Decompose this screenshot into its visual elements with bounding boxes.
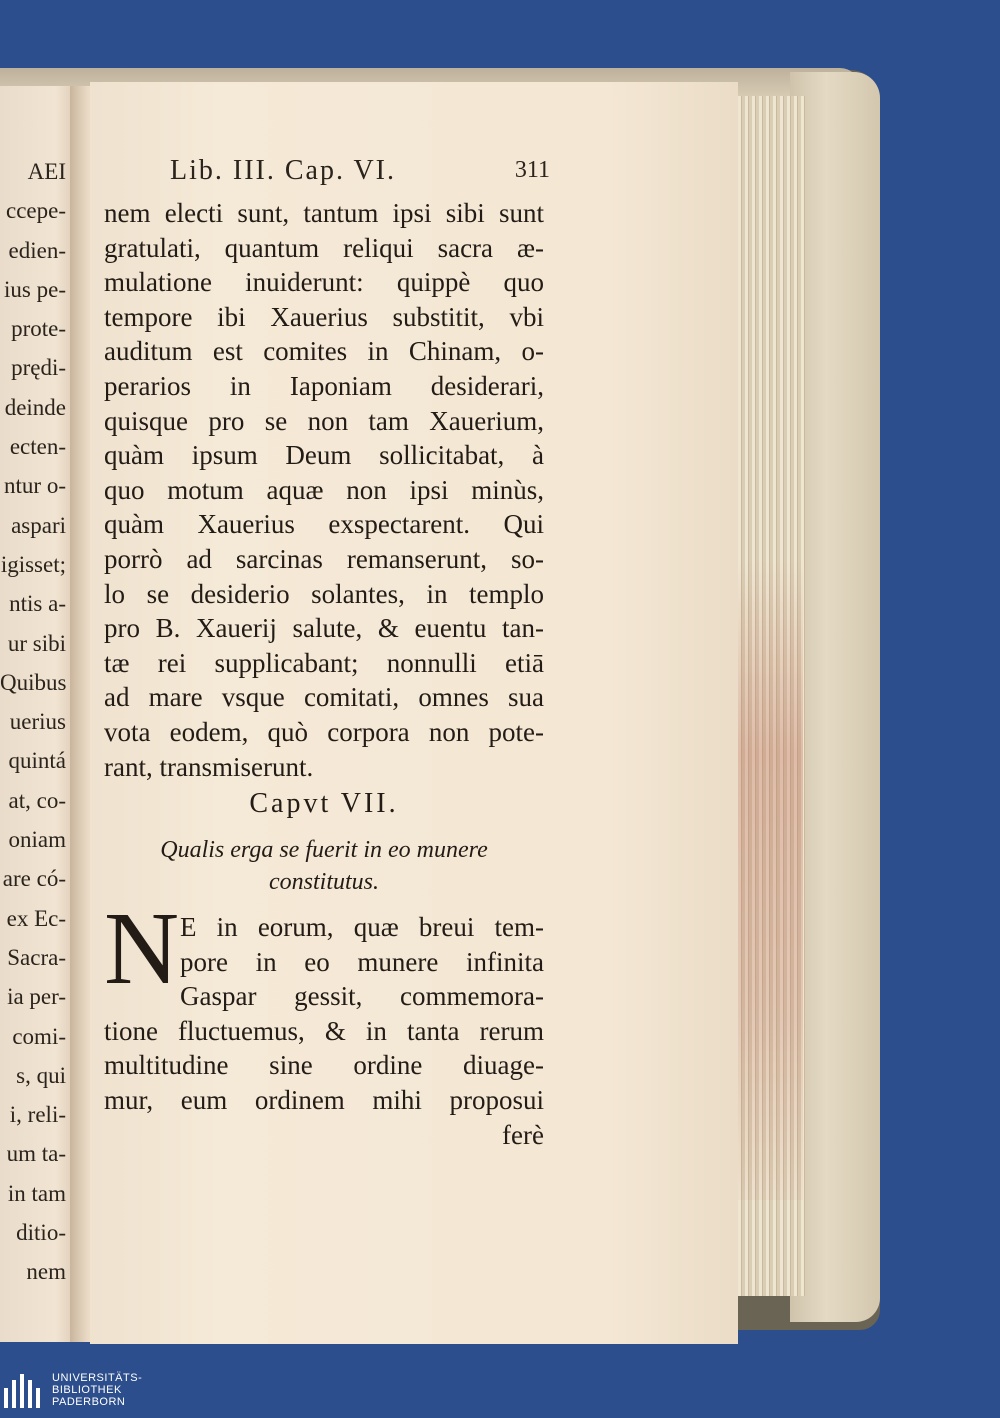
left-page-fragment: edien-: [8, 237, 66, 263]
text-line: lo se desiderio solantes, in templo: [104, 578, 544, 609]
left-page-fragment: ditio-: [16, 1220, 66, 1246]
left-page-fragment: ntur o-: [4, 473, 66, 499]
text-line: quàm ipsum Deum sollicitabat, à: [104, 440, 544, 471]
left-page-fragment: nem: [26, 1259, 66, 1285]
left-page-fragment: igisset;: [0, 551, 66, 577]
text-line: quàm Xauerius exspectarent. Qui: [104, 509, 544, 540]
text-line: pore in eo munere infinita: [180, 946, 544, 977]
text-line: quisque pro se non tam Xauerium,: [104, 405, 544, 436]
left-page-fragment: AEI: [27, 159, 66, 184]
left-page-fragment: Sacra-: [7, 944, 66, 970]
text-line: porrò ad sarcinas remanserunt, so-: [104, 543, 544, 574]
left-page-fragment: ur sibi: [7, 630, 66, 656]
text-line: mur, eum ordinem mihi proposui: [104, 1084, 544, 1115]
chapter-subtitle: [104, 834, 544, 898]
text-line: ad mare vsque comitati, omnes sua: [104, 682, 544, 713]
text-line: gratulati, quantum reliqui sacra æ-: [104, 232, 544, 263]
paragraph-1: [104, 196, 544, 784]
text-line: nem electi sunt, tantum ipsi sibi sunt: [104, 198, 544, 228]
library-logo-text: [52, 1372, 142, 1408]
left-page-fragment: ccepe-: [6, 198, 66, 224]
text-line: pro B. Xauerij salute, & euentu tan-: [104, 613, 544, 644]
drop-cap: N: [104, 891, 180, 1006]
text-line: rant, transmiserunt.: [104, 751, 314, 782]
left-page-fragment: s, qui: [16, 1062, 66, 1088]
left-page-fragment: in tam: [7, 1180, 66, 1206]
running-head-title: Lib. III. Cap. VI.: [170, 155, 396, 186]
library-name-line-3: PADERBORN: [52, 1396, 126, 1408]
text-line: tæ rei supplicabant; nonnulli etiā: [104, 647, 544, 678]
text-line: auditum est comites in Chinam, o-: [104, 336, 544, 367]
text-line: vota eodem, quò corpora non pote-: [104, 716, 544, 747]
left-page-fragment: oniam: [8, 827, 66, 853]
text-line: mulatione inuiderunt: quippè quo: [104, 267, 544, 298]
left-page-fragment: Quibus: [0, 669, 66, 695]
left-page-text: [0, 152, 66, 1292]
text-line: perarios in Iaponiam desiderari,: [104, 370, 544, 401]
left-page-fragment: ntis a-: [9, 591, 66, 617]
library-name-line-2: BIBLIOTHEK: [52, 1384, 122, 1396]
left-page-fragment: prędi-: [11, 355, 66, 381]
text-line: E in eorum, quæ breui tem-: [180, 912, 544, 942]
library-name-line-1: UNIVERSITÄTS-: [52, 1372, 143, 1384]
chapter-heading: Capvt VII.: [249, 788, 399, 819]
running-head: [170, 155, 550, 189]
text-line: Gaspar gessit, commemora-: [180, 981, 544, 1012]
left-page-fragment: are có-: [2, 866, 66, 892]
left-page-fragment: comi-: [12, 1023, 66, 1049]
text-line: quo motum aquæ non ipsi minùs,: [104, 474, 544, 505]
fore-edge-stain: [737, 560, 803, 1200]
library-logo-mark-icon: [4, 1374, 44, 1408]
chapter-subtitle-line-2: constitutus.: [268, 869, 379, 895]
text-line: tione fluctuemus, & in tanta rerum: [104, 1015, 544, 1046]
text-line: tempore ibi Xauerius substitit, vbi: [104, 301, 544, 332]
left-page-fragment: uerius: [9, 709, 66, 735]
text-line: ferè: [502, 1119, 544, 1150]
page-number: 311: [514, 157, 550, 183]
chapter-subtitle-line-1: Qualis erga se fuerit in eo munere: [160, 837, 488, 863]
library-logo: [4, 1372, 164, 1410]
left-page-fragment: aspari: [11, 512, 66, 538]
left-page-fragment: ia per-: [7, 984, 66, 1010]
left-page-fragment: i, reli-: [9, 1102, 66, 1128]
paragraph-2: [104, 910, 544, 1152]
left-page-fragment: ex Ec-: [6, 905, 66, 931]
left-page-fragment: prote-: [11, 316, 66, 342]
left-page-fragment: um ta-: [6, 1141, 66, 1167]
left-page-fragment: ius pe-: [4, 276, 66, 302]
left-page-fragment: ecten-: [9, 434, 66, 460]
text-line: multitudine sine ordine diuage-: [104, 1050, 544, 1081]
left-page-fragment: deinde: [4, 394, 66, 420]
left-page-fragment: at, co-: [8, 787, 66, 813]
left-page-fragment: quintá: [8, 748, 66, 774]
